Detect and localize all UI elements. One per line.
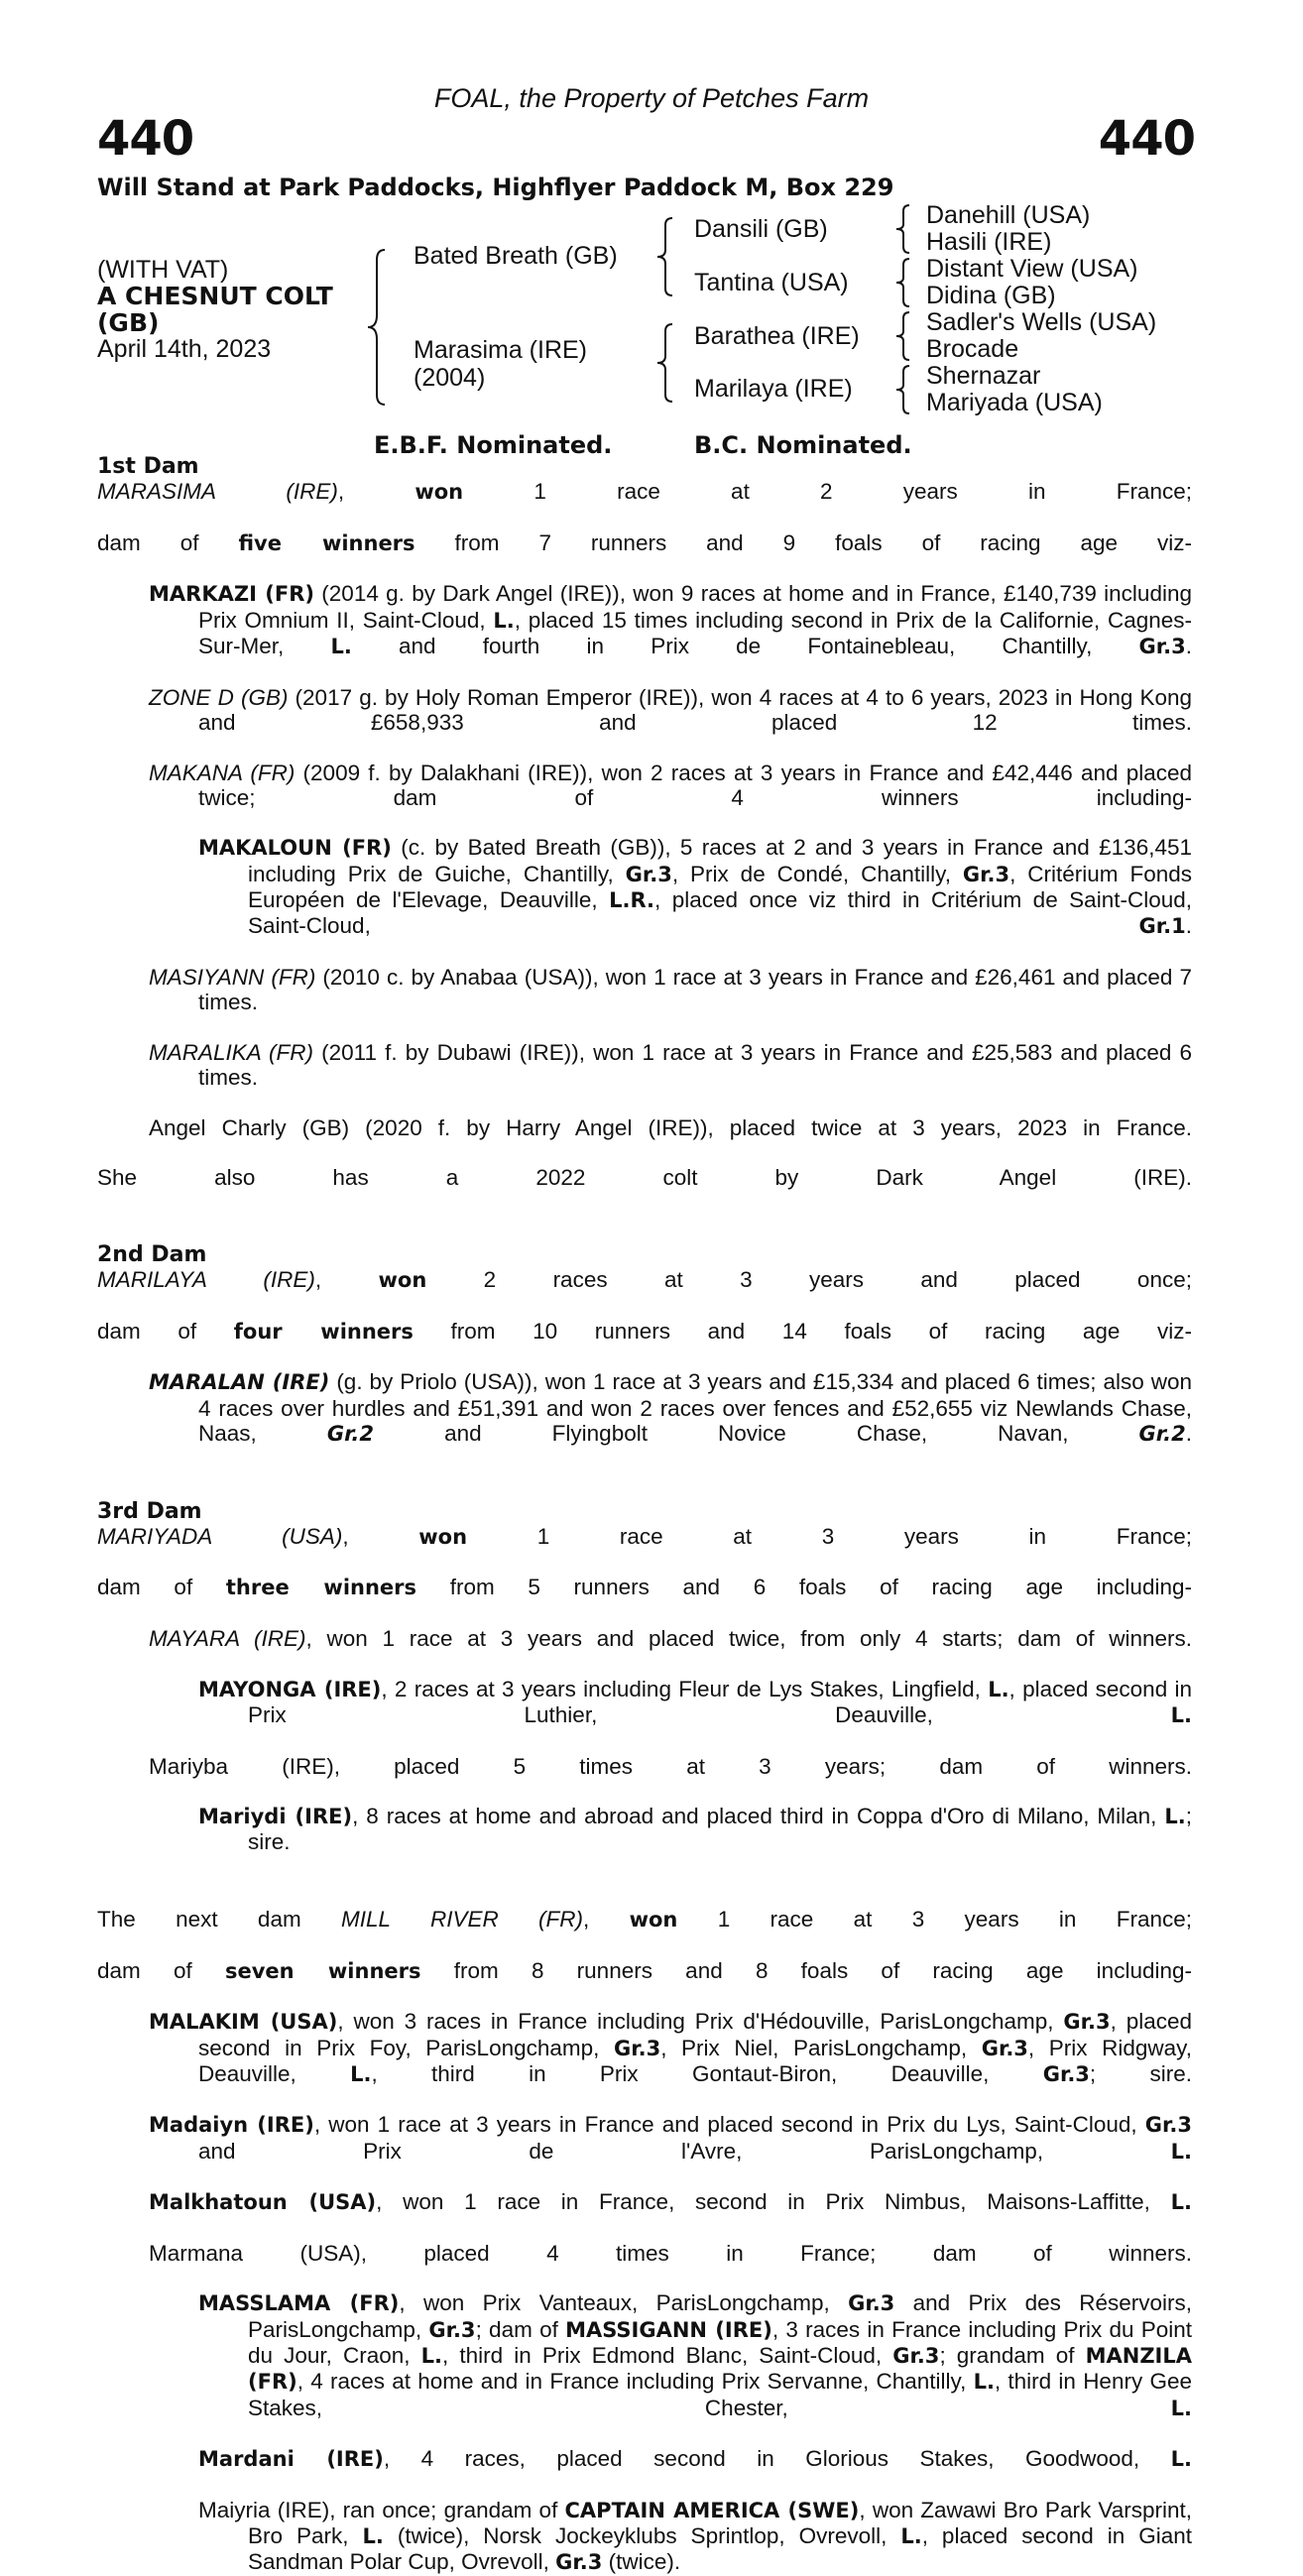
bold-text: Mariydi (IRE): [198, 1805, 353, 1829]
text: , won 1 race at 3 years and placed twice, from only 4 starts; dam of winners.: [305, 1626, 1192, 1652]
gen3-5: Sadler's Wells (USA): [926, 308, 1157, 336]
text: , won Zawawi Bro Park Varsprint, Bro Park,: [248, 2497, 1192, 2549]
bold-italic-text: Gr.2: [1138, 1421, 1186, 1446]
text: ,: [583, 1907, 630, 1932]
sire-sire: Dansili (GB): [694, 215, 828, 243]
gen3-7: Shernazar: [926, 362, 1041, 390]
entry-paragraph: [97, 2498, 1192, 2576]
horse-name: A CHESNUT COLT: [97, 282, 333, 310]
lot-number-right: 440: [1098, 111, 1195, 167]
stand-location: Will Stand at Park Paddocks, Highflyer Paddock M, Box 229: [97, 174, 894, 201]
text: from 10 runners and 14 foals of racing age viz-: [413, 1318, 1192, 1344]
bold-text: Gr.3: [1138, 635, 1186, 659]
text: , third in Prix Edmond Blanc, Saint-Cloud,: [442, 2343, 893, 2369]
bold-text: Gr.3: [892, 2344, 940, 2369]
bold-text: Gr.3: [981, 2036, 1028, 2060]
gen3-8: Mariyada (USA): [926, 389, 1103, 416]
text: ; dam of: [475, 2316, 566, 2342]
bold-text: MASSIGANN (IRE): [565, 2317, 772, 2342]
section-1: [97, 454, 1192, 1216]
bold-text: Gr.3: [614, 2036, 661, 2060]
bold-text: L.: [420, 2344, 443, 2369]
text: from 7 runners and 9 foals of racing age viz-: [415, 529, 1192, 555]
bold-text: Mardani (IRE): [198, 2447, 384, 2472]
bold-text: MASSLAMA (FR): [198, 2291, 400, 2316]
italic-text: MASIYANN (FR): [149, 964, 316, 990]
text: .: [1185, 634, 1192, 659]
bold-text: Gr.3: [428, 2317, 476, 2342]
bold-text: Gr.3: [962, 862, 1010, 886]
entry-paragraph: [97, 1958, 1192, 2010]
bold-text: L.: [1170, 2190, 1192, 2215]
text: (g. by Priolo (USA)), won 1 race at 3 years and £15,334 and placed 6 times; also won 4 races over hurdles and £51,391 and won 2 races over fences and £52,655 viz Newlands Chase, Naas,: [198, 1369, 1192, 1446]
bold-text: L.: [973, 2370, 995, 2395]
entry-paragraph: [97, 761, 1192, 836]
bold-text: Gr.1: [1138, 914, 1186, 939]
text: ; sire.: [248, 1804, 1192, 1855]
dam: Marasima (IRE): [414, 336, 588, 364]
text: ; grandam of: [939, 2343, 1086, 2369]
bold-text: CAPTAIN AMERICA (SWE): [564, 2498, 860, 2522]
text: , placed second in Prix Luthier, Deauville,: [248, 1676, 1192, 1727]
dam-sire: Barathea (IRE): [694, 322, 860, 350]
section-heading: 2nd Dam: [97, 1241, 207, 1267]
bold-text: won: [415, 480, 464, 505]
text: , 4 races, placed second in Glorious Stakes, Goodwood,: [383, 2446, 1171, 2472]
text: Mariyba (IRE), placed 5 times at 3 years; dam of winners.: [149, 1753, 1192, 1779]
bold-text: three winners: [225, 1576, 417, 1600]
text: (twice), Norsk Jockeyklubs Sprintlop, Ovrevoll,: [383, 2523, 901, 2549]
bold-text: L.: [1164, 1805, 1186, 1829]
bold-text: L.: [1170, 2139, 1192, 2164]
text: Marmana (USA), placed 4 times in France; dam of winners.: [149, 2240, 1192, 2266]
bold-text: won: [378, 1268, 427, 1293]
bold-text: won: [418, 1524, 468, 1549]
text: Maiyria (IRE), ran once; grandam of: [198, 2497, 565, 2522]
sire-dam: Tantina (USA): [694, 269, 849, 296]
entry-paragraph: [97, 1319, 1192, 1370]
gen3-2: Hasili (IRE): [926, 228, 1052, 256]
catalogue-body: [97, 454, 1192, 2576]
entry-paragraph: [97, 1677, 1192, 1754]
text: (2010 c. by Anabaa (USA)), won 1 race at 3 years in France and £26,461 and placed 7 times.: [198, 964, 1192, 1015]
text: She also has a 2022 colt by Dark Angel (IRE).: [97, 1165, 1192, 1191]
text: , 3 races in France including Prix du Point du Jour, Craon,: [248, 2316, 1193, 2369]
text: Angel Charly (GB) (2020 f. by Harry Angel (IRE)), placed twice at 3 years, 2023 in France.: [149, 1114, 1192, 1140]
text: , placed second in Giant Sandman Polar Cup, Ovrevoll,: [248, 2523, 1193, 2575]
foaling-date: April 14th, 2023: [97, 335, 272, 363]
bold-text: MANZILA (FR): [248, 2344, 1192, 2395]
text: .: [1185, 913, 1192, 939]
text: , 8 races at home and abroad and placed third in Coppa d'Oro di Milano, Milan,: [352, 1804, 1165, 1829]
gen3-6: Brocade: [926, 335, 1019, 363]
section-4: [97, 1880, 1192, 2576]
italic-text: MARIYADA (USA): [97, 1523, 343, 1549]
entry-paragraph: [97, 965, 1192, 1040]
bold-text: L.: [900, 2524, 922, 2549]
section-gap: [97, 1216, 1192, 1242]
bold-text: MALAKIM (USA): [149, 2010, 338, 2035]
dam-dam: Marilaya (IRE): [694, 375, 853, 403]
bc-nomination: B.C. Nominated.: [694, 431, 912, 459]
lot-number-left: 440: [97, 111, 194, 167]
section-3: [97, 1472, 1192, 1880]
bold-text: Gr.3: [625, 862, 672, 886]
text: , Prix Ridgway, Deauville,: [198, 2035, 1192, 2086]
italic-text: MARILAYA (IRE): [97, 1267, 315, 1293]
text: ; sire.: [1089, 2060, 1192, 2086]
bold-text: L.: [362, 2524, 384, 2549]
text: .: [1185, 1420, 1192, 1446]
text: ,: [314, 1267, 379, 1293]
entry-paragraph: [97, 2189, 1192, 2241]
horse-origin: (GB): [97, 308, 160, 337]
text: and fourth in Prix de Fontainebleau, Chantilly,: [351, 634, 1139, 659]
bold-text: Gr.3: [1042, 2061, 1090, 2086]
text: , Prix Niel, ParisLongchamp,: [660, 2035, 982, 2060]
bold-italic-text: MARALAN (IRE): [149, 1370, 330, 1395]
text: ,: [337, 479, 415, 505]
text: (2017 g. by Holy Roman Emperor (IRE)), won 4 races at 4 to 6 years, 2023 in Hong Kong and £658,933 and placed 12 times.: [198, 684, 1192, 735]
italic-text: MILL RIVER (FR): [341, 1907, 584, 1932]
text: 2 races at 3 years and placed once;: [426, 1267, 1192, 1293]
bold-text: L.R.: [609, 888, 655, 913]
bold-text: Gr.3: [1144, 2113, 1192, 2138]
bold-text: Madaiyn (IRE): [149, 2113, 314, 2138]
entry-paragraph: [97, 530, 1192, 582]
italic-text: ZONE D (GB): [149, 684, 289, 710]
text: 1 race at 2 years in France;: [463, 479, 1192, 505]
entry-paragraph: [97, 2112, 1192, 2189]
bold-text: Gr.3: [848, 2291, 895, 2316]
entry-paragraph: [97, 581, 1192, 684]
entry-paragraph: [97, 1626, 1192, 1677]
bold-text: L.: [350, 2061, 372, 2086]
bold-text: Gr.3: [1063, 2010, 1111, 2035]
italic-text: MARASIMA (IRE): [97, 479, 338, 505]
text: The next dam: [97, 1907, 342, 1932]
text: , Critérium Fonds Européen de l'Elevage, Deauville,: [248, 861, 1192, 913]
entry-paragraph: [97, 1524, 1192, 1576]
text: , 4 races at home and in France including Prix Servanne, Chantilly,: [296, 2369, 974, 2395]
bold-italic-text: Gr.2: [326, 1421, 375, 1446]
text: and Prix des Réservoirs, ParisLongchamp,: [248, 2290, 1192, 2342]
entry-paragraph: [97, 1907, 1192, 1958]
text: 1 race at 3 years in France;: [677, 1907, 1192, 1932]
text: (2011 f. by Dubawi (IRE)), won 1 race at 3 years in France and £25,583 and placed 6 times.: [198, 1039, 1193, 1091]
text: , 2 races at 3 years including Fleur de Lys Stakes, Lingfield,: [381, 1676, 989, 1701]
text: , third in Prix Gontaut-Biron, Deauville,: [371, 2060, 1043, 2086]
text: , placed 15 times including second in Prix de la Californie, Cagnes-Sur-Mer,: [198, 607, 1192, 659]
bold-text: won: [629, 1908, 678, 1932]
text: (2009 f. by Dalakhani (IRE)), won 2 races at 3 years in France and £42,446 and placed twice; dam of 4 winners including-: [198, 760, 1192, 810]
text: 1 race at 3 years in France;: [467, 1523, 1192, 1549]
text: and Flyingbolt Novice Chase, Navan,: [374, 1420, 1139, 1446]
bold-text: Malkhatoun (USA): [149, 2190, 377, 2215]
text: from 5 runners and 6 foals of racing age including-: [416, 1575, 1192, 1600]
entry-paragraph: [97, 1754, 1192, 1805]
text: , placed second in Prix Foy, ParisLongchamp,: [198, 2009, 1192, 2060]
text: , won Prix Vanteaux, ParisLongchamp,: [399, 2290, 849, 2316]
sire: Bated Breath (GB): [414, 242, 618, 270]
gen3-4: Didina (GB): [926, 282, 1056, 309]
text: , won 1 race in France, second in Prix Nimbus, Maisons-Laffitte,: [376, 2189, 1171, 2215]
text: and Prix de l'Avre, ParisLongchamp,: [198, 2138, 1171, 2164]
bold-text: L.: [988, 1677, 1009, 1701]
text: (2014 g. by Dark Angel (IRE)), won 9 races at home and in France, £140,739 including Prix Omnium II, Saint-Cloud,: [198, 581, 1192, 633]
italic-text: MAYARA (IRE): [149, 1626, 306, 1652]
bold-text: L.: [1170, 2396, 1192, 2420]
bold-text: MAKALOUN (FR): [198, 836, 392, 861]
text: dam of: [97, 1957, 225, 1983]
text: (twice).: [602, 2549, 681, 2575]
text: dam of: [97, 1318, 234, 1344]
bold-text: L.: [1170, 2447, 1192, 2472]
entry-paragraph: [97, 2446, 1192, 2498]
text: , won 1 race at 3 years in France and placed second in Prix du Lys, Saint-Cloud,: [313, 2112, 1145, 2138]
entry-paragraph: [97, 2241, 1192, 2291]
entry-paragraph: [97, 479, 1192, 530]
entry-paragraph: [97, 2009, 1192, 2112]
ebf-nomination: E.B.F. Nominated.: [374, 431, 613, 459]
entry-paragraph: [97, 835, 1192, 964]
section-gap: [97, 1472, 1192, 1499]
text: dam of: [97, 529, 239, 555]
entry-paragraph: [97, 2290, 1192, 2446]
bold-text: MARKAZI (FR): [149, 582, 314, 607]
bold-text: L.: [330, 635, 352, 659]
entry-paragraph: [97, 1165, 1192, 1216]
bold-text: four winners: [233, 1319, 414, 1344]
italic-text: MARALIKA (FR): [149, 1039, 314, 1065]
section-gap: [97, 1880, 1192, 1907]
gen3-1: Danehill (USA): [926, 201, 1091, 229]
italic-text: MAKANA (FR): [149, 760, 296, 785]
entry-paragraph: [97, 1575, 1192, 1626]
entry-paragraph: [97, 1369, 1192, 1471]
text: , Prix de Condé, Chantilly,: [671, 861, 963, 886]
bold-text: seven winners: [224, 1958, 421, 1983]
vat-note: (WITH VAT): [97, 256, 229, 284]
dam-year: (2004): [414, 364, 486, 392]
entry-paragraph: [97, 1267, 1192, 1319]
entry-paragraph: [97, 1804, 1192, 1880]
entry-paragraph: [97, 1115, 1192, 1166]
bold-text: MAYONGA (IRE): [198, 1677, 382, 1701]
text: , placed once viz third in Critérium de Saint-Cloud, Saint-Cloud,: [248, 887, 1192, 939]
bold-text: L.: [493, 608, 515, 633]
bold-text: Gr.3: [555, 2550, 603, 2575]
entry-paragraph: [97, 685, 1192, 761]
text: from 8 runners and 8 foals of racing age including-: [420, 1957, 1192, 1983]
section-2: [97, 1216, 1192, 1472]
text: , won 3 races in France including Prix d'Hédouville, ParisLongchamp,: [337, 2009, 1064, 2035]
bold-text: five winners: [238, 530, 415, 555]
text: dam of: [97, 1575, 226, 1600]
text: , third in Henry Gee Stakes, Chester,: [248, 2369, 1192, 2420]
text: ,: [342, 1523, 419, 1549]
entry-paragraph: [97, 1040, 1192, 1115]
text: (c. by Bated Breath (GB)), 5 races at 2 and 3 years in France and £136,451 including Prix de Guiche, Chantilly,: [248, 835, 1192, 886]
gen3-3: Distant View (USA): [926, 255, 1138, 283]
section-heading: 3rd Dam: [97, 1498, 202, 1524]
bold-text: L.: [1170, 1702, 1192, 1727]
page-title: FOAL, the Property of Petches Farm: [433, 83, 870, 113]
section-heading: 1st Dam: [97, 454, 199, 479]
